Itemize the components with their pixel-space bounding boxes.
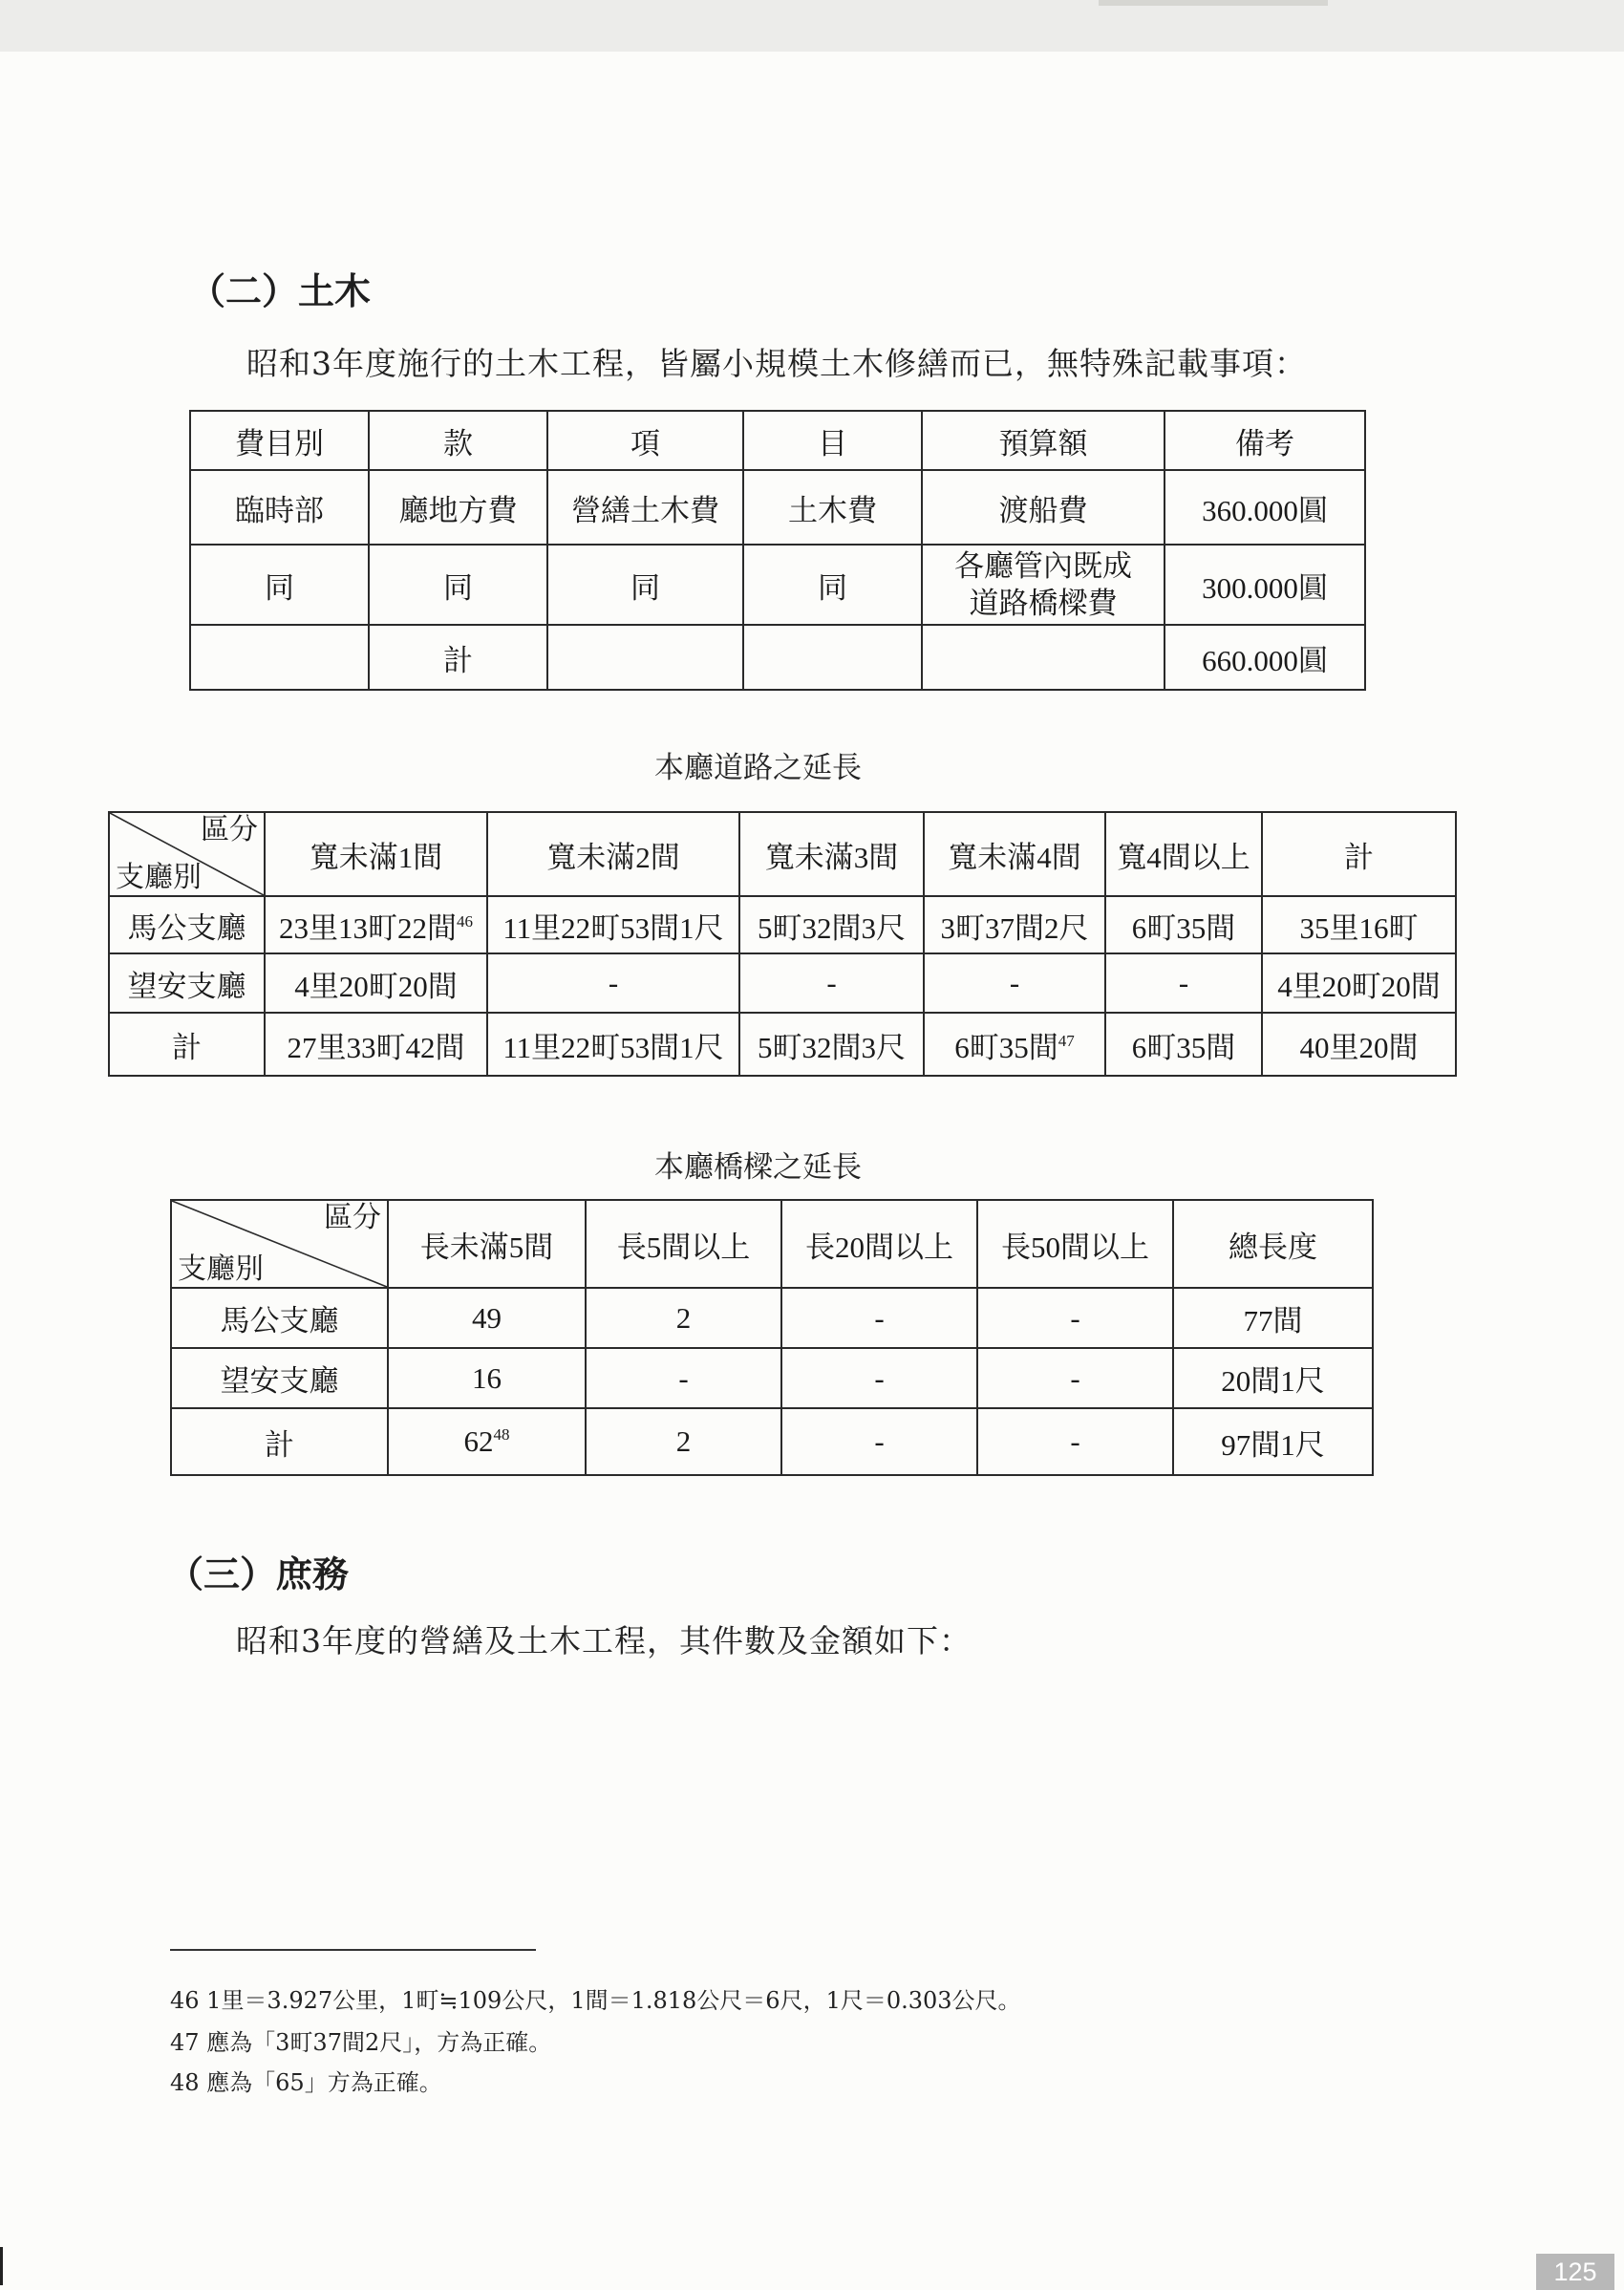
bridges-row [171,1348,1373,1408]
budget-amount-cell: 360.000圓 [1165,470,1365,545]
roads-cell: - [739,953,924,1013]
roads-table [108,811,1457,1077]
corner-label-branch: 支廳別 [178,1253,264,1285]
budget-cell: 同 [743,545,922,625]
bridges-header-cell: 總長度 [1173,1200,1373,1288]
roads-cell: - [1105,953,1262,1013]
bridges-table [170,1199,1374,1476]
bridges-cell: 77間 [1173,1288,1373,1348]
budget-cell: 營繕土木費 [547,470,743,545]
roads-header-cell: 寬未滿4間 [924,812,1105,896]
section-intro: 昭和3年度施行的土木工程，皆屬小規模土木修繕而已，無特殊記載事項： [246,345,1307,382]
footnote: 48 應為「65」方為正確。 [170,2069,442,2096]
bridges-cell: 49 [388,1288,586,1348]
roads-cell: 6町35間 [1105,1013,1262,1076]
bridges-row-label: 計 [171,1408,388,1475]
footnote: 46 1里＝3.927公里，1町≒109公尺，1間＝1.818公尺＝6尺，1尺＝0.303公尺。 [170,1987,1021,2014]
budget-header-row [190,411,1365,470]
roads-cell: - [487,953,739,1013]
corner-label-branch: 支廳別 [116,862,202,893]
roads-header-cell: 計 [1262,812,1456,896]
roads-cell: 11里22町53間1尺 [487,1013,739,1076]
bridges-cell: 2 [586,1408,781,1475]
budget-total-label: 計 [369,625,547,690]
corner-label-category: 區分 [201,814,258,845]
roads-header-cell: 寬未滿2間 [487,812,739,896]
budget-header-cell: 項 [547,411,743,470]
budget-cell [190,625,369,690]
budget-cell [743,625,922,690]
roads-cell: 27里33町42間 [265,1013,487,1076]
roads-caption: 本廳道路之延長 [654,751,862,785]
bridges-header-cell: 長未滿5間 [388,1200,586,1288]
roads-cell: 3町37間2尺 [924,896,1105,953]
roads-corner-cell [109,812,265,896]
roads-row [109,896,1456,953]
budget-total-row [190,625,1365,690]
bridges-row [171,1288,1373,1348]
budget-cell: 各廳管內既成道路橋樑費 [922,545,1165,625]
budget-cell: 同 [190,545,369,625]
roads-header-cell: 寬未滿1間 [265,812,487,896]
footnote-ref: 48 [493,1425,510,1444]
budget-header-cell: 款 [369,411,547,470]
budget-cell [547,625,743,690]
roads-row-label: 計 [109,1013,265,1076]
bridges-cell: - [977,1288,1173,1348]
roads-cell: 4里20町20間 [265,953,487,1013]
budget-amount-cell: 300.000圓 [1165,545,1365,625]
budget-cell: 廳地方費 [369,470,547,545]
roads-row [109,953,1456,1013]
roads-row-label: 馬公支廳 [109,896,265,953]
budget-header-cell: 費目別 [190,411,369,470]
bridges-header-cell: 長5間以上 [586,1200,781,1288]
bridges-cell: - [586,1348,781,1408]
bridges-header-cell: 長20間以上 [781,1200,977,1288]
scan-edge-mark [0,2247,3,2285]
scan-top-band [0,0,1624,52]
budget-row [190,470,1365,545]
section-heading-civil-engineering: （二）土木 [189,270,372,312]
roads-cell: 5町32間3尺 [739,896,924,953]
roads-cell: - [924,953,1105,1013]
bridges-cell: 97間1尺 [1173,1408,1373,1475]
budget-amount-cell: 660.000圓 [1165,625,1365,690]
budget-cell: 同 [547,545,743,625]
budget-cell: 臨時部 [190,470,369,545]
bridges-row-label: 馬公支廳 [171,1288,388,1348]
bridges-corner-cell [171,1200,388,1288]
bridges-cell: - [977,1408,1173,1475]
roads-row-label: 望安支廳 [109,953,265,1013]
footnote-ref: 46 [457,911,473,931]
bridges-cell: - [977,1348,1173,1408]
budget-cell [922,625,1165,690]
bridges-cell: - [781,1288,977,1348]
budget-cell: 土木費 [743,470,922,545]
budget-header-cell: 預算額 [922,411,1165,470]
roads-cell: 40里20間 [1262,1013,1456,1076]
roads-cell: 6町35間 [1105,896,1262,953]
scan-header-mark [1099,0,1328,6]
budget-header-cell: 備考 [1165,411,1365,470]
roads-cell: 11里22町53間1尺 [487,896,739,953]
bridges-cell: - [781,1348,977,1408]
section-heading-general-affairs: （三）庶務 [167,1553,350,1595]
footnote: 47 應為「3町37間2尺」，方為正確。 [170,2029,552,2056]
corner-label-category: 區分 [324,1202,381,1233]
bridges-cell: 20間1尺 [1173,1348,1373,1408]
roads-cell: 4里20町20間 [1262,953,1456,1013]
bridges-cell: 16 [388,1348,586,1408]
roads-cell: 23里13町22間$^{46}$ [265,896,487,953]
bridges-cell: 2 [586,1288,781,1348]
bridges-header-row [171,1200,1373,1288]
footnote-separator [170,1949,536,1951]
roads-total-row [109,1013,1456,1076]
section-intro: 昭和3年度的營繕及土木工程，其件數及金額如下： [236,1622,972,1659]
footnote-ref: 47 [1058,1031,1075,1050]
page-number: 125 [1536,2254,1614,2290]
roads-cell: 35里16町 [1262,896,1456,953]
budget-row [190,545,1365,625]
roads-cell: 5町32間3尺 [739,1013,924,1076]
bridges-caption: 本廳橋樑之延長 [654,1150,862,1185]
bridges-row-label: 望安支廳 [171,1348,388,1408]
bridges-cell: - [781,1408,977,1475]
roads-header-row [109,812,1456,896]
budget-header-cell: 目 [743,411,922,470]
roads-cell: 6町35間$^{47}$ [924,1013,1105,1076]
roads-header-cell: 寬4間以上 [1105,812,1262,896]
bridges-total-row [171,1408,1373,1475]
roads-header-cell: 寬未滿3間 [739,812,924,896]
bridges-cell: $62^{48}$ [388,1408,586,1475]
bridges-header-cell: 長50間以上 [977,1200,1173,1288]
budget-cell: 同 [369,545,547,625]
budget-table [189,410,1366,691]
budget-cell: 渡船費 [922,470,1165,545]
